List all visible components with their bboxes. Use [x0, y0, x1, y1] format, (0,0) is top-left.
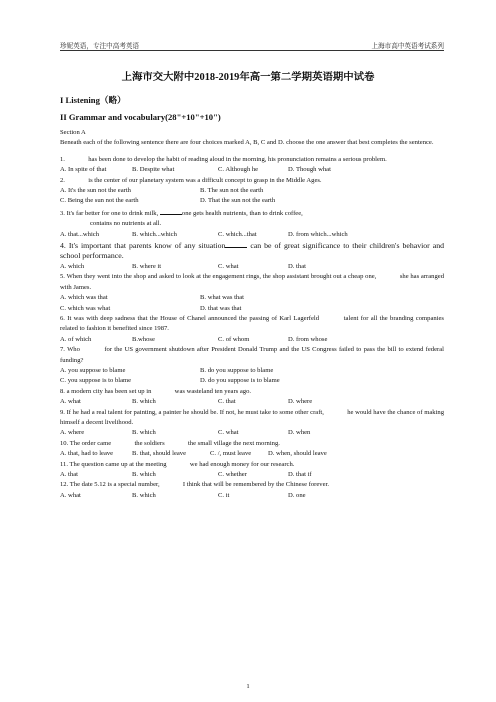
option: C. which...that [218, 230, 257, 238]
option: C. whether [218, 471, 247, 478]
section-grammar: II Grammar and vocabulary(28"+10"+10") [60, 112, 221, 122]
option: A. that, had to leave [60, 450, 114, 458]
option: B. what was that [200, 294, 244, 302]
question-5: 5. When they went into the shop and asked to look at the engagement rings, the shop assistant brought out a cheap one, she has arranged with James. [60, 273, 444, 291]
option: D. when [288, 429, 311, 437]
option: A. that [60, 471, 78, 478]
option: B. Despite what [132, 166, 175, 174]
question-12: 12. The date 5.12 is a special number, I think that will be remembered by the Chinese forever. [60, 481, 330, 489]
question-1: 1. has been done to develop the habit of reading aloud in the morning, his pronunciation remains a serious problem. [60, 155, 387, 163]
option: D. from whose [288, 335, 328, 343]
option: C. Although he [218, 166, 259, 174]
question-2: 2. is the center of our planetary system was a difficult concept to grasp in the Middle Ages. [60, 176, 322, 184]
question-3: 3. It's far better for one to drink milk, one gets health nutrients, than to drink coffee, contains no nutrients at all. [60, 207, 444, 230]
option: D. where [288, 398, 313, 406]
option: D. That the sun not the earth [200, 197, 276, 205]
option: B.whose [132, 335, 155, 343]
option: A. what [60, 491, 81, 499]
option: A. which was that [60, 294, 108, 302]
instructions: Beneath each of the following sentence there are four choices marked A, B, C and D. choose the one answer that best completes the sentence. [60, 139, 434, 147]
question-7-options [60, 366, 444, 376]
option: D. from which...which [288, 230, 348, 238]
option: B. which [132, 429, 156, 437]
header-divider [60, 50, 444, 51]
answer-blank [160, 207, 182, 215]
option: B. that, should leave [132, 450, 187, 458]
page-title: 上海市交大附中2018-2019年高一第二学期英语期中试卷 [121, 72, 375, 83]
question-3-options [60, 230, 444, 240]
header-left: 珍妮英语，专注中高考英语 [60, 43, 140, 50]
question-9-options [60, 428, 444, 438]
question-11: 11. The question came up at the meeting we had enough money for our research. [60, 460, 295, 468]
option: B. which [132, 398, 156, 406]
option: A. of which [60, 335, 92, 343]
option: C. Being the sun not the earth [60, 197, 139, 205]
option: A. what [60, 398, 81, 406]
section-listening: I Listening（略） [60, 95, 126, 105]
option: D. do you suppose is to blame [200, 377, 280, 385]
question-5-options [60, 293, 444, 303]
option: B. do you suppose to blame [200, 366, 274, 374]
option: A. In spite of that [60, 166, 107, 174]
question-7: 7. Who for the US government shutdown after President Donald Trump and the US Congress failed to pass the bill to extend federal funding? [60, 346, 444, 364]
option: A. which [60, 262, 85, 270]
question-10-options [60, 449, 444, 459]
question-10: 10. The order came the soldiers the small village the next morning. [60, 439, 280, 447]
option: D. that [288, 262, 306, 270]
option: D. when, should leave [268, 450, 327, 458]
option: C. what [218, 429, 239, 437]
question-4-options [60, 262, 444, 272]
page-header [60, 36, 444, 50]
option: D. Though what [288, 166, 331, 174]
option: A. It's the sun not the earth [60, 187, 131, 195]
option: D. that was that [200, 304, 242, 312]
option: D. that if [288, 471, 312, 478]
option: C. /, must leave [210, 450, 252, 458]
question-7-options [60, 376, 444, 386]
option: C. you suppose is to blame [60, 377, 132, 385]
option: B. which [132, 471, 156, 478]
section-a-label: Section A [60, 129, 86, 136]
question-12-options [60, 491, 444, 501]
option: C. that [218, 398, 236, 406]
question-6: 6. It was with deep sadness that the House of Chanel announced the passing of Karl Lagerfeld talent for all the branding companies related to fashion it benefited since 1987. [60, 314, 444, 333]
answer-blank [225, 240, 247, 248]
question-4: 4. It's important that parents know of any situation can be of great significance to their children's behavior and school performance. [60, 241, 444, 261]
question-5-options [60, 304, 444, 314]
question-9: 9. If he had a real talent for painting, a painter he should be. If not, he must take to some other craft, he would have the chance of making himself a decent livelihood. [60, 408, 444, 426]
question-8: 8. a modern city has been set up in was wasteland ten years ago. [60, 387, 252, 395]
exam-body [60, 128, 444, 501]
question-6-options [60, 335, 444, 345]
option: C. which was what [60, 304, 111, 312]
option: A. where [60, 429, 85, 437]
option: B. The sun not the earth [200, 187, 264, 195]
option: B. which [132, 491, 156, 499]
option: C. what [218, 262, 239, 270]
option: D. one [288, 491, 306, 499]
question-11-options [60, 470, 444, 480]
page-number: 1 [246, 683, 250, 690]
question-8-options [60, 397, 444, 407]
option: B. where it [132, 262, 162, 270]
option: B. which...which [132, 230, 177, 238]
option: A. you suppose to blame [60, 366, 126, 374]
question-1-options [60, 165, 444, 175]
option: C. it [218, 491, 230, 499]
header-right: 上海市高中英语考试系列 [371, 43, 444, 50]
option: A. that...which [60, 230, 100, 238]
question-2-options [60, 196, 444, 206]
question-2-options [60, 186, 444, 196]
option: C. of whom [218, 335, 250, 343]
